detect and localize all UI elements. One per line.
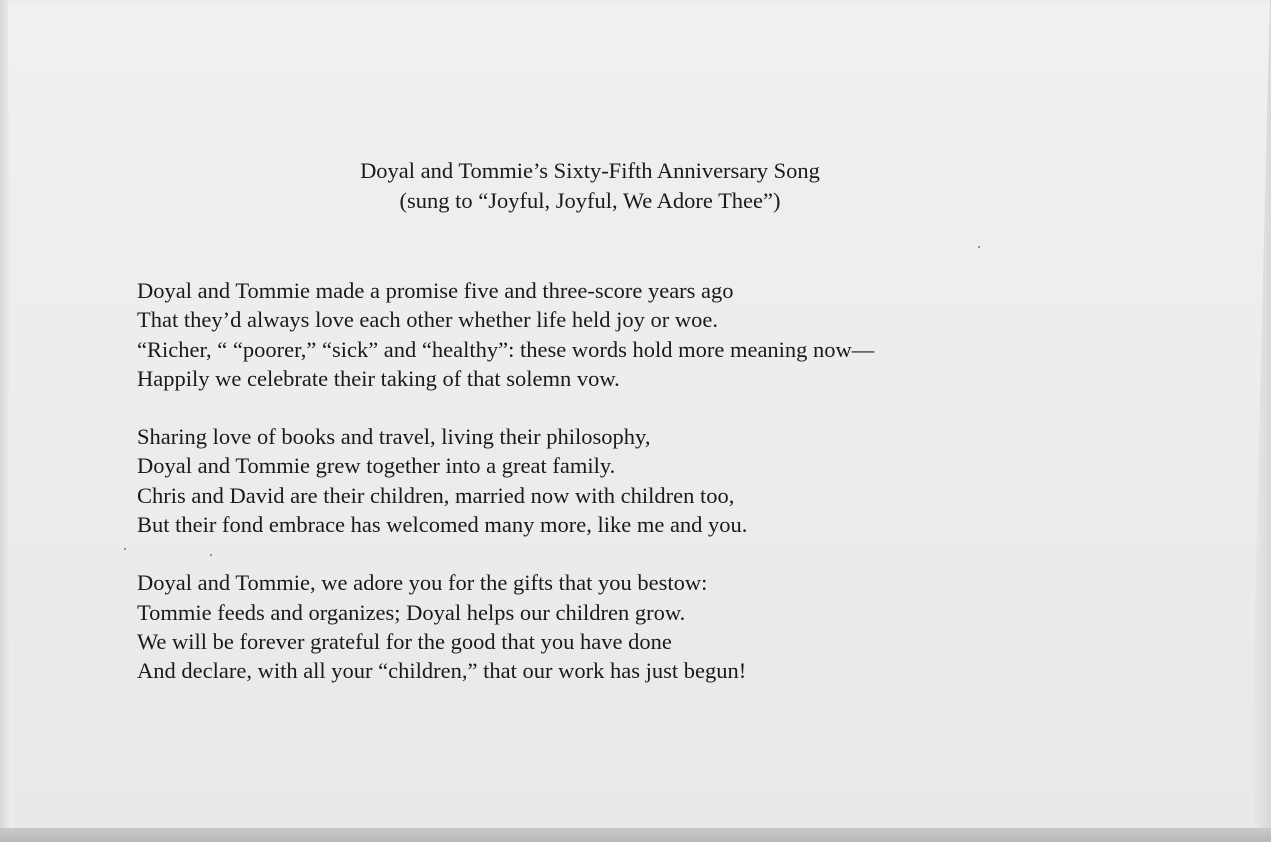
verse-line: Tommie feeds and organizes; Doyal helps our children grow. xyxy=(137,599,686,625)
verse-line: And declare, with all your “children,” that our work has just begun! xyxy=(137,658,747,684)
verse-line: But their fond embrace has welcomed many more, like me and you. xyxy=(137,512,748,538)
document-subtitle: (sung to “Joyful, Joyful, We Adore Thee”) xyxy=(399,188,781,213)
verse-line: Chris and David are their children, married now with children too, xyxy=(137,482,735,508)
verse-line: That they’d always love each other whether life held joy or woe. xyxy=(137,307,719,333)
title-block xyxy=(240,156,940,216)
scan-speck xyxy=(978,246,980,248)
verse-line: Doyal and Tommie grew together into a great family. xyxy=(137,453,616,479)
verse-line: We will be forever grateful for the good that you have done xyxy=(137,628,672,654)
page-edge-bottom xyxy=(0,828,1271,842)
document-title: Doyal and Tommie’s Sixty-Fifth Anniversary Song xyxy=(360,158,820,183)
verse-line: Doyal and Tommie, we adore you for the gifts that you bestow: xyxy=(137,570,708,596)
scan-speck xyxy=(124,548,126,550)
song-verses xyxy=(137,276,1017,715)
verse-line: Happily we celebrate their taking of that solemn vow. xyxy=(137,365,620,391)
page-edge-left xyxy=(0,0,10,842)
verse-line: “Richer, “ “poorer,” “sick” and “healthy”: these words hold more meaning now— xyxy=(137,336,875,362)
stanza-1 xyxy=(137,276,1017,393)
stanza-2 xyxy=(137,422,1017,539)
verse-line: Doyal and Tommie made a promise five and three-score years ago xyxy=(137,278,734,303)
stanza-3 xyxy=(137,568,1017,685)
scan-speck xyxy=(210,554,212,556)
verse-line: Sharing love of books and travel, living their philosophy, xyxy=(137,424,651,450)
